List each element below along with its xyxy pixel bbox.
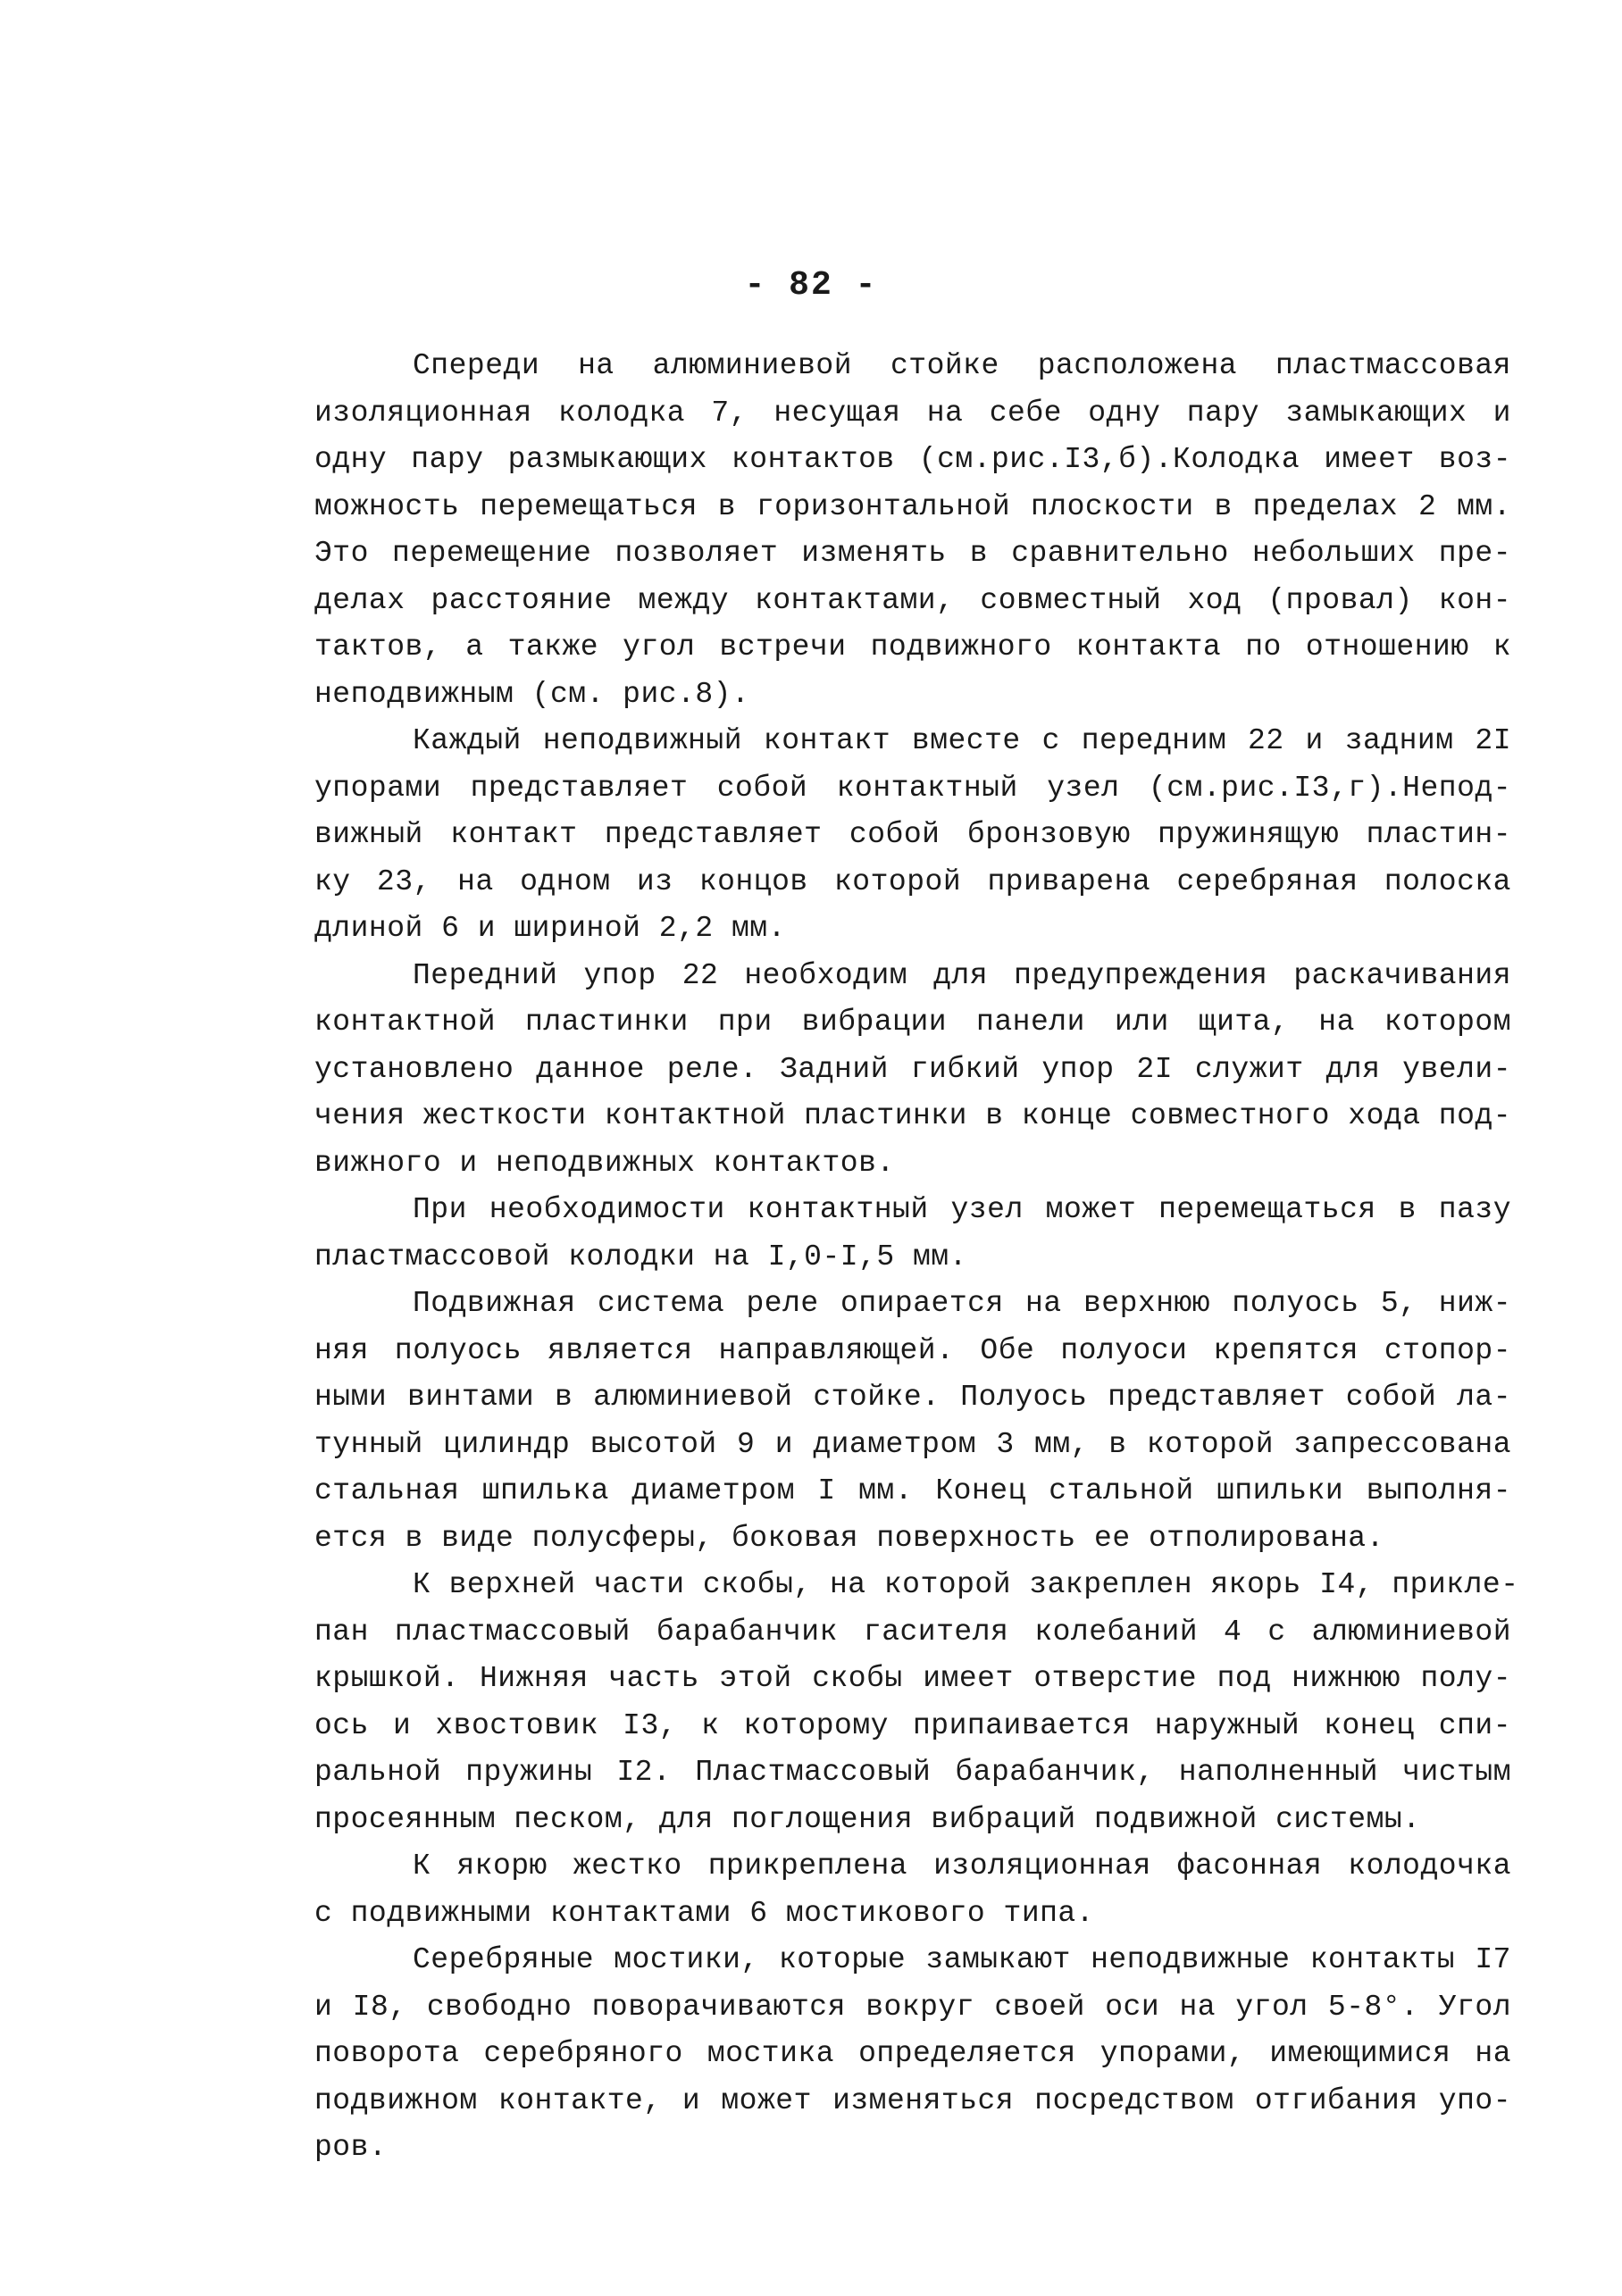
text-line: делах расстояние между контактами, совместный ход (провал) кон-	[314, 583, 1511, 617]
text-line: К якорю жестко прикреплена изоляционная фасонная колодочка	[413, 1849, 1511, 1883]
text-line: Передний упор 22 необходим для предупреждения раскачивания	[413, 958, 1511, 992]
text-line: длиной 6 и шириной 2,2 мм.	[314, 912, 786, 945]
text-line: Подвижная система реле опирается на верхнюю полуось 5, ниж-	[413, 1287, 1511, 1320]
text-line: чения жесткости контактной пластинки в конце совместного хода под-	[314, 1099, 1512, 1132]
text-line: установлено данное реле. Задний гибкий упор 2I служит для увели-	[314, 1052, 1511, 1086]
text-line: ется в виде полусферы, боковая поверхность ее отполирована.	[314, 1521, 1384, 1555]
text-line: можность перемещаться в горизонтальной плоскости в пределах 2 мм.	[314, 489, 1511, 523]
text-line: тунный цилиндр высотой 9 и диаметром 3 мм, в которой запрессована	[314, 1427, 1511, 1461]
paragraph	[314, 1187, 1511, 1281]
text-line: Серебряные мостики, которые замыкают неподвижные контакты I7	[413, 1943, 1511, 1976]
text-line: ральной пружины I2. Пластмассовый барабанчик, наполненный чистым	[314, 1756, 1511, 1789]
text-line: няя полуось является направляющей. Обе полуоси крепятся стопор-	[314, 1333, 1511, 1367]
text-line: Это перемещение позволяет изменять в сравнительно небольших пре-	[314, 537, 1511, 570]
paragraph	[314, 1281, 1511, 1562]
paragraph	[314, 718, 1511, 953]
text-line: При необходимости контактный узел может перемещаться в пазу	[413, 1193, 1511, 1226]
text-line: ными винтами в алюминиевой стойке. Полуось представляет собой ла-	[314, 1381, 1511, 1414]
paragraph	[314, 343, 1511, 718]
body-text	[314, 343, 1519, 2172]
text-line: упорами представляет собой контактный узел (см.рис.I3,г).Непод-	[314, 771, 1511, 805]
text-line: К верхней части скобы, на которой закреплен якорь I4, прикле-	[413, 1568, 1519, 1601]
text-line: изоляционная колодка 7, несущая на себе одну пару замыкающих и	[314, 396, 1511, 430]
text-line: тактов, а также угол встречи подвижного контакта по отношению к	[314, 630, 1511, 664]
text-line: крышкой. Нижняя часть этой скобы имеет отверстие под нижнюю полу-	[314, 1662, 1511, 1695]
paragraph	[314, 1937, 1511, 2172]
text-line: пластмассовой колодки на I,0-I,5 мм.	[314, 1240, 967, 1273]
text-line: стальная шпилька диаметром I мм. Конец стальной шпильки выполня-	[314, 1474, 1511, 1507]
text-line: неподвижным (см. рис.8).	[314, 677, 750, 711]
text-line: ось и хвостовик I3, к которому припаивается наружный конец спи-	[314, 1708, 1511, 1742]
text-line: контактной пластинки при вибрации панели или щита, на котором	[314, 1006, 1511, 1039]
paragraph	[314, 1843, 1511, 1937]
text-line: подвижном контакте, и может изменяться посредством отгибания упо-	[314, 2083, 1511, 2117]
text-line: с подвижными контактами 6 мостикового типа.	[314, 1896, 1095, 1930]
text-line: поворота серебряного мостика определяется упорами, имеющимися на	[314, 2037, 1511, 2070]
text-line: вижного и неподвижных контактов.	[314, 1146, 895, 1180]
paragraph	[314, 953, 1511, 1188]
text-line: и I8, свободно поворачиваются вокруг своей оси на угол 5-8°. Угол	[314, 1990, 1511, 2024]
page-number: - 82 -	[744, 266, 878, 305]
text-line: пан пластмассовый барабанчик гасителя колебаний 4 с алюминиевой	[314, 1615, 1511, 1649]
text-line: одну пару размыкающих контактов (см.рис.I3,б).Колодка имеет воз-	[314, 443, 1511, 476]
text-line: просеянным песком, для поглощения вибраций подвижной системы.	[314, 1802, 1421, 1836]
text-line: ров.	[314, 2131, 388, 2164]
text-line: Каждый неподвижный контакт вместе с передним 22 и задним 2I	[413, 724, 1511, 757]
paragraph	[314, 1562, 1519, 1843]
text-line: ку 23, на одном из концов которой приварена серебряная полоска	[314, 864, 1511, 898]
text-line: Спереди на алюминиевой стойке расположена пластмассовая	[413, 349, 1511, 382]
text-line: вижный контакт представляет собой бронзовую пружинящую пластин-	[314, 818, 1511, 851]
